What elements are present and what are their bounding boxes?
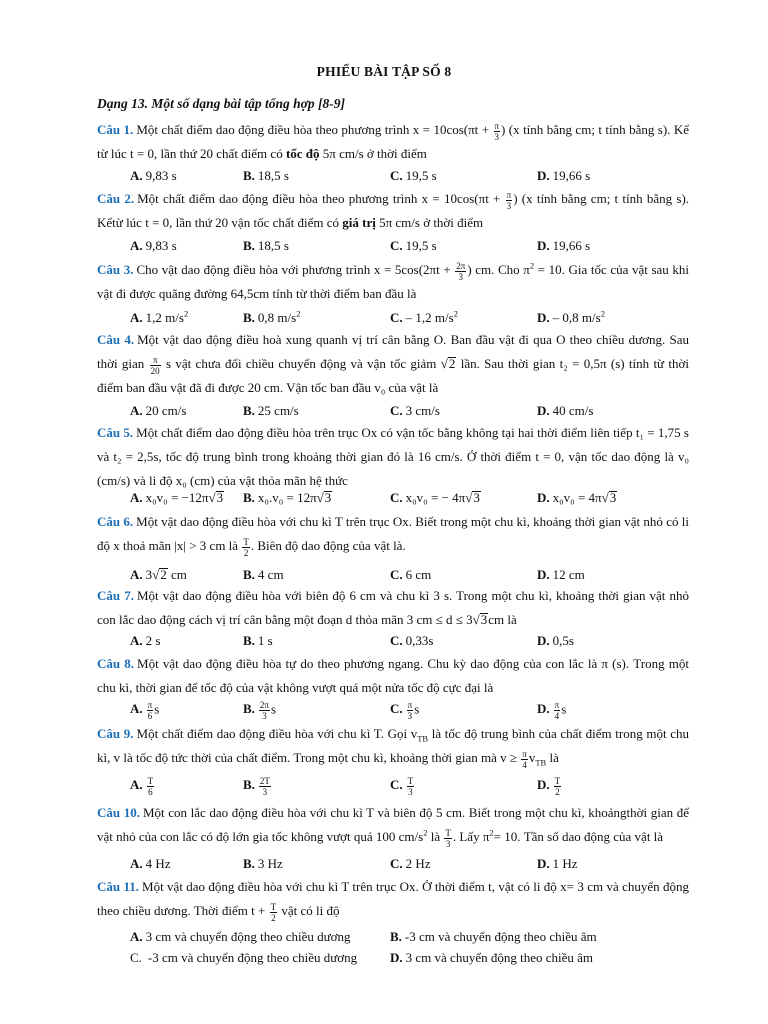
denominator: 3 [408,787,413,797]
denominator: 3 [262,787,268,797]
denominator: 3 [407,711,413,721]
answer-letter: A. [130,929,143,944]
exponent: 2 [489,827,494,838]
question-9 [97,722,689,770]
answer-unit: s [414,701,420,717]
answer-text: 2 s [145,633,161,648]
question-7 [97,584,689,632]
sqrt-sign: √ [472,612,480,627]
answer-letter: A. [130,490,143,505]
question-text: ) (x tính bằng cm; t tính bằng s). Kể từ lúc t = 0, lần thứ 20 chất điểm có [97,122,690,161]
radicand: 2 [160,567,167,582]
answer-letter: C. [390,310,403,325]
answer-letter: C. [390,633,403,648]
answer-letter: A. [130,567,143,582]
answer-a [130,237,177,255]
answer-c [390,489,481,507]
answer-letter: B. [243,238,255,253]
numerator: π [147,700,153,710]
question-text: . Biên độ dao động của vật là. [250,538,406,553]
answer-letter: B. [243,856,255,871]
answer-letter: B. [243,310,255,325]
sqrt-sign: √ [208,490,216,505]
answer-letter: B. [243,567,255,582]
numerator: T [554,776,561,786]
question-text: Một vật dao động điều hòa với chu kì T trên trục Ox. Ở thời điểm t, vật có li độ x= 3 cm và chuyển động theo chiều dương. Thời điểm t + [97,879,689,918]
answer-text: 19,5 s [405,238,437,253]
answer-b [243,700,276,721]
fraction [407,700,414,721]
question-label: Câu 3. [97,262,134,277]
answer-text: 1 Hz [552,856,578,871]
answer-letter: A. [130,168,143,183]
answer-a [130,928,351,946]
answer-letter: B. [243,403,255,418]
question-2 [97,187,689,235]
answer-text: -3 cm và chuyển động theo chiều âm [404,929,597,944]
answer-letter: C. [390,777,403,793]
numerator: T [147,776,154,786]
answer-d [537,776,562,797]
fraction [242,537,250,558]
numerator: π [506,189,512,200]
question-text: 5π cm/s ở thời điểm [379,215,484,230]
numerator: π [407,700,413,710]
fraction [147,776,155,797]
question-text: Một vật dao động điều hòa tự do theo phương ngang. Chu kỳ dao động của con lắc là π (s). Trong một chu kì, thời gian để tốc độ của vật không vượt quá một nửa tốc độ cực đại là [97,656,690,695]
answer-letter: B. [243,633,255,648]
answer-text: x₀v₀ = −12π [145,490,209,505]
answer-d [390,949,593,967]
question-label: Câu 9. [97,726,134,741]
answer-b [243,855,283,873]
answer-text: 3 cm và chuyển động theo chiều dương [145,929,351,944]
radicand: 3 [324,490,332,505]
question-text: lần. Sau thời gian t₂ = 0,5π (s) tính từ thời điểm ban đầu vật đã đi được 20 cm. Vận tốc ban đầu v₀ của vật là [97,356,690,395]
answer-letter: A. [130,238,143,253]
question-text: = 10. Gia tốc của vật sau khi vật đi được quãng đường 64,5cm tính từ thời điểm ban đầu là [97,262,689,301]
answer-unit: s [270,701,277,717]
answer-letter: D. [537,701,550,717]
answer-text: 40 cm/s [552,403,594,418]
answer-a [130,855,171,873]
radicand: 3 [609,490,617,505]
question-text: Cho vật dao động điều hòa với phương trình x = 5cos(2πt + [136,262,451,277]
answer-letter: B. [390,929,402,944]
answer-letter: A. [130,777,143,793]
numerator: T [445,827,451,838]
answer-text: 0,33s [405,633,434,648]
answer-text: 12 cm [552,567,585,582]
answer-b [243,632,273,650]
numerator: 2π [456,260,466,271]
answer-c [390,700,419,721]
answer-text: 1 s [257,633,273,648]
answer-letter: A. [130,403,143,418]
numerator: 2T [259,776,270,786]
answer-letter: D. [537,567,550,582]
subscript: TB [535,757,547,768]
answer-a [130,632,160,650]
denominator: 3 [494,131,500,142]
exponent: 2 [183,308,189,319]
answer-text: 19,66 s [552,168,591,183]
fraction [259,700,270,721]
answer-d [537,237,590,255]
question-text: Một chất điểm dao động điều hòa với chu kì T. Gọi v [136,726,418,741]
question-10 [97,801,689,849]
denominator: 6 [147,711,153,721]
answer-text: 2 Hz [405,856,431,871]
emphasis: tốc độ [285,146,320,161]
answer-text: 19,5 s [405,168,437,183]
section-heading: Dạng 13. Một số dạng bài tập tổng hợp [8-9] [97,96,346,111]
emphasis: giá trị [342,215,376,230]
answer-unit: s [561,701,567,717]
answer-b [390,928,597,946]
answer-d [537,402,593,420]
question-text: Một con lắc dao động điều hòa với chu kì T và biên độ 5 cm. Biết trong một chu kì, khoảngthời gian để vật nhỏ của con lắc có độ lớn gia tốc không vượt quá 100 cm/s [97,805,689,844]
answer-d [537,167,590,185]
sqrt-sign: √ [601,490,609,505]
answer-text: 4 Hz [145,856,171,871]
answer-a [130,402,186,420]
exponent: 2 [423,827,428,838]
answer-c [390,402,440,420]
answer-text: 18,5 s [257,168,289,183]
numerator: π [522,748,527,759]
fraction [147,700,154,721]
radicand: 3 [473,490,480,505]
answer-letter: D. [537,310,550,325]
answer-a [130,309,188,327]
question-11 [97,875,689,923]
radicand: 2 [448,356,456,371]
answer-d [537,566,585,584]
question-text: ) cm. Cho π [467,262,530,277]
denominator: 3 [458,271,464,282]
answer-a [130,566,187,584]
question-text: Một vật dao động điều hòa với biên độ 6 cm và chu kì 3 s. Trong một chu kì, khoảng thời gian vật nhỏ con lắc dao động cách vị trí cân bằng một đoạn d thỏa mãn 3 cm ≤ d ≤ 3 [97,588,689,627]
question-text: = 10. Tần số dao động của vật là [493,829,664,844]
answer-c [390,776,415,797]
question-text: Một vật dao động điều hoà xung quanh vị trí cân bằng O. Ban đầu vật đi qua O theo chiều dương. Sau thời gian [97,332,689,371]
answer-text: – 1,2 m/s [405,310,454,325]
numerator: T [407,776,414,786]
denominator: 3 [445,838,451,849]
answer-c [390,566,431,584]
fraction [270,902,278,923]
answer-a [130,489,224,507]
answer-letter: B. [243,701,255,717]
question-label: Câu 5. [97,425,134,440]
sqrt-sign: √ [465,490,473,505]
question-text: . Lấy π [452,829,490,844]
answer-b [243,237,289,255]
exponent: 2 [453,308,458,319]
answer-letter: C. [390,238,403,253]
answer-letter: B. [243,777,255,793]
answer-letter: C. [390,856,403,871]
numerator: 2π [259,700,269,710]
numerator: T [243,536,249,547]
answer-c [130,949,357,967]
question-text: ) (x tính bằng cm; t tính bằng s). Kểtừ lúc t = 0, lần thứ 20 vận tốc chất điểm có [97,191,690,230]
question-label: Câu 7. [97,588,134,603]
question-text: s vật chưa đổi chiều chuyển động và vận tốc giảm [165,356,437,371]
answer-a [130,167,177,185]
radicand: 3 [480,612,488,627]
question-text: là [546,750,559,765]
question-4 [97,328,689,400]
answer-text: – 0,8 m/s [552,310,601,325]
answer-text: 4 cm [257,567,284,582]
answer-b [243,402,299,420]
answer-text: x₀v₀ = 4π [552,490,602,505]
question-5 [97,421,689,493]
answer-letter: C. [390,403,403,418]
answer-text: 6 cm [405,567,432,582]
fraction [494,121,501,142]
question-label: Câu 11. [97,879,140,894]
answer-letter: C. [390,567,403,582]
answer-text: 20 cm/s [145,403,187,418]
exponent: 2 [529,260,535,271]
question-text: là tốc độ trung bình của chất điểm trong một chu kì, v là tốc độ tức thời của chất điểm. Trong một chu kì, khoảng thời gian mà v ≥ [97,726,689,765]
answer-text: -3 cm và chuyển động theo chiều dương [147,950,358,965]
answer-c [390,237,437,255]
denominator: 3 [506,200,512,211]
answer-letter: C. [390,490,403,505]
answer-a [130,776,155,797]
denominator: 2 [271,912,276,923]
answer-c [390,855,431,873]
fraction [150,355,161,376]
denominator: 2 [243,547,249,558]
fraction [407,776,415,797]
answer-letter: D. [537,777,550,793]
sqrt-sign: √ [152,567,160,582]
question-text: Một chất điểm dao động điều hòa trên trục Ox có vận tốc bằng không tại hai thời điểm liên tiếp t₁ = 1,75 s và t₂ = 2,5s, tốc độ trung bình trong khoảng thời gian đó là 16 cm/s. Ở thời điểm t = 0, vận tốc dao động là v₀ (cm/s) và li độ x₀ (cm) của vật thỏa mãn hệ thức [97,425,689,488]
answer-c [390,309,458,327]
answer-text: 0,8 m/s [257,310,297,325]
question-1 [97,118,689,166]
answer-letter: C. [390,701,403,717]
answer-c [390,632,433,650]
sqrt-sign: √ [316,490,324,505]
answer-text: 3 [145,567,153,582]
answer-letter: B. [243,490,255,505]
question-3 [97,258,689,306]
answer-d [537,489,617,507]
answer-text: x₀v₀ = − 4π [405,490,466,505]
answer-letter: D. [537,856,550,871]
question-text: 5π cm/s ở thời điểm [322,146,427,161]
answer-text: 9,83 s [145,168,177,183]
exponent: 2 [296,308,301,319]
answer-d [537,700,566,721]
answer-letter: C. [130,950,142,965]
numerator: π [494,120,500,131]
answer-d [537,632,574,650]
answer-a [130,700,159,721]
question-text: cm là [488,612,517,627]
answer-letter: B. [243,168,255,183]
answer-letter: A. [130,856,143,871]
question-label: Câu 6. [97,514,134,529]
answer-text: 3 cm và chuyển động theo chiều âm [405,950,593,965]
answer-letter: D. [537,403,550,418]
numerator: π [150,355,161,366]
answer-letter: D. [537,633,550,648]
question-label: Câu 2. [97,191,135,206]
answer-text: 25 cm/s [257,403,299,418]
answer-letter: A. [130,310,143,325]
answer-text: cm [167,567,187,582]
question-label: Câu 8. [97,656,135,671]
answer-letter: D. [537,490,550,505]
answer-unit: s [154,701,160,717]
question-text: v [528,750,536,765]
denominator: 4 [554,711,560,721]
page-title: PHIẾU BÀI TẬP SỐ 8 [316,64,452,79]
answer-text: 3 cm/s [405,403,440,418]
answer-letter: D. [537,168,550,183]
answer-b [243,309,300,327]
denominator: 4 [522,759,527,770]
denominator: 2 [555,787,560,797]
radicand: 3 [216,490,224,505]
question-label: Câu 1. [97,122,134,137]
question-text: vật có li độ [281,903,340,918]
answer-b [243,489,332,507]
answer-text: 0,5s [552,633,574,648]
subscript: TB [417,733,429,744]
question-text: là [427,829,441,844]
fraction [554,700,561,721]
answer-c [390,167,437,185]
answer-b [243,566,284,584]
fraction [554,776,562,797]
fraction [521,749,528,770]
answer-d [537,855,578,873]
sqrt-sign: √ [440,356,448,371]
question-text: Một chất điểm dao động điều hòa theo phương trình x = 10cos(πt + [136,122,490,137]
answer-letter: A. [130,701,143,717]
numerator: π [554,700,560,710]
exponent: 2 [600,308,605,319]
answer-letter: D. [537,238,550,253]
answer-d [537,309,605,327]
answer-text: 18,5 s [257,238,289,253]
fraction [444,828,452,849]
answer-letter: C. [390,168,403,183]
answer-text: 3 Hz [257,856,283,871]
numerator: T [270,901,277,912]
denominator: 3 [262,711,267,721]
denominator: 20 [150,365,160,376]
question-text: Một vật dao động điều hòa với chu kì T trên trục Ox. Biết trong một chu kì, khoảng thời gian vật nhỏ có li độ x thoả mãn |x| > 3 cm là [97,514,689,553]
fraction [455,261,466,282]
answer-b [243,167,289,185]
answer-text: 9,83 s [145,238,177,253]
answer-b [243,776,272,797]
question-label: Câu 4. [97,332,135,347]
denominator: 6 [148,787,153,797]
fraction [259,776,271,797]
answer-letter: D. [390,950,403,965]
answer-letter: A. [130,633,143,648]
answer-text: x₀.v₀ = 12π [257,490,317,505]
answer-text: 1,2 m/s [145,310,184,325]
fraction [506,190,513,211]
question-label: Câu 10. [97,805,140,820]
question-8 [97,652,689,700]
question-6 [97,510,689,558]
question-text: Một chất điểm dao động điều hòa theo phương trình x = 10cos(πt + [137,191,501,206]
answer-text: 19,66 s [552,238,591,253]
